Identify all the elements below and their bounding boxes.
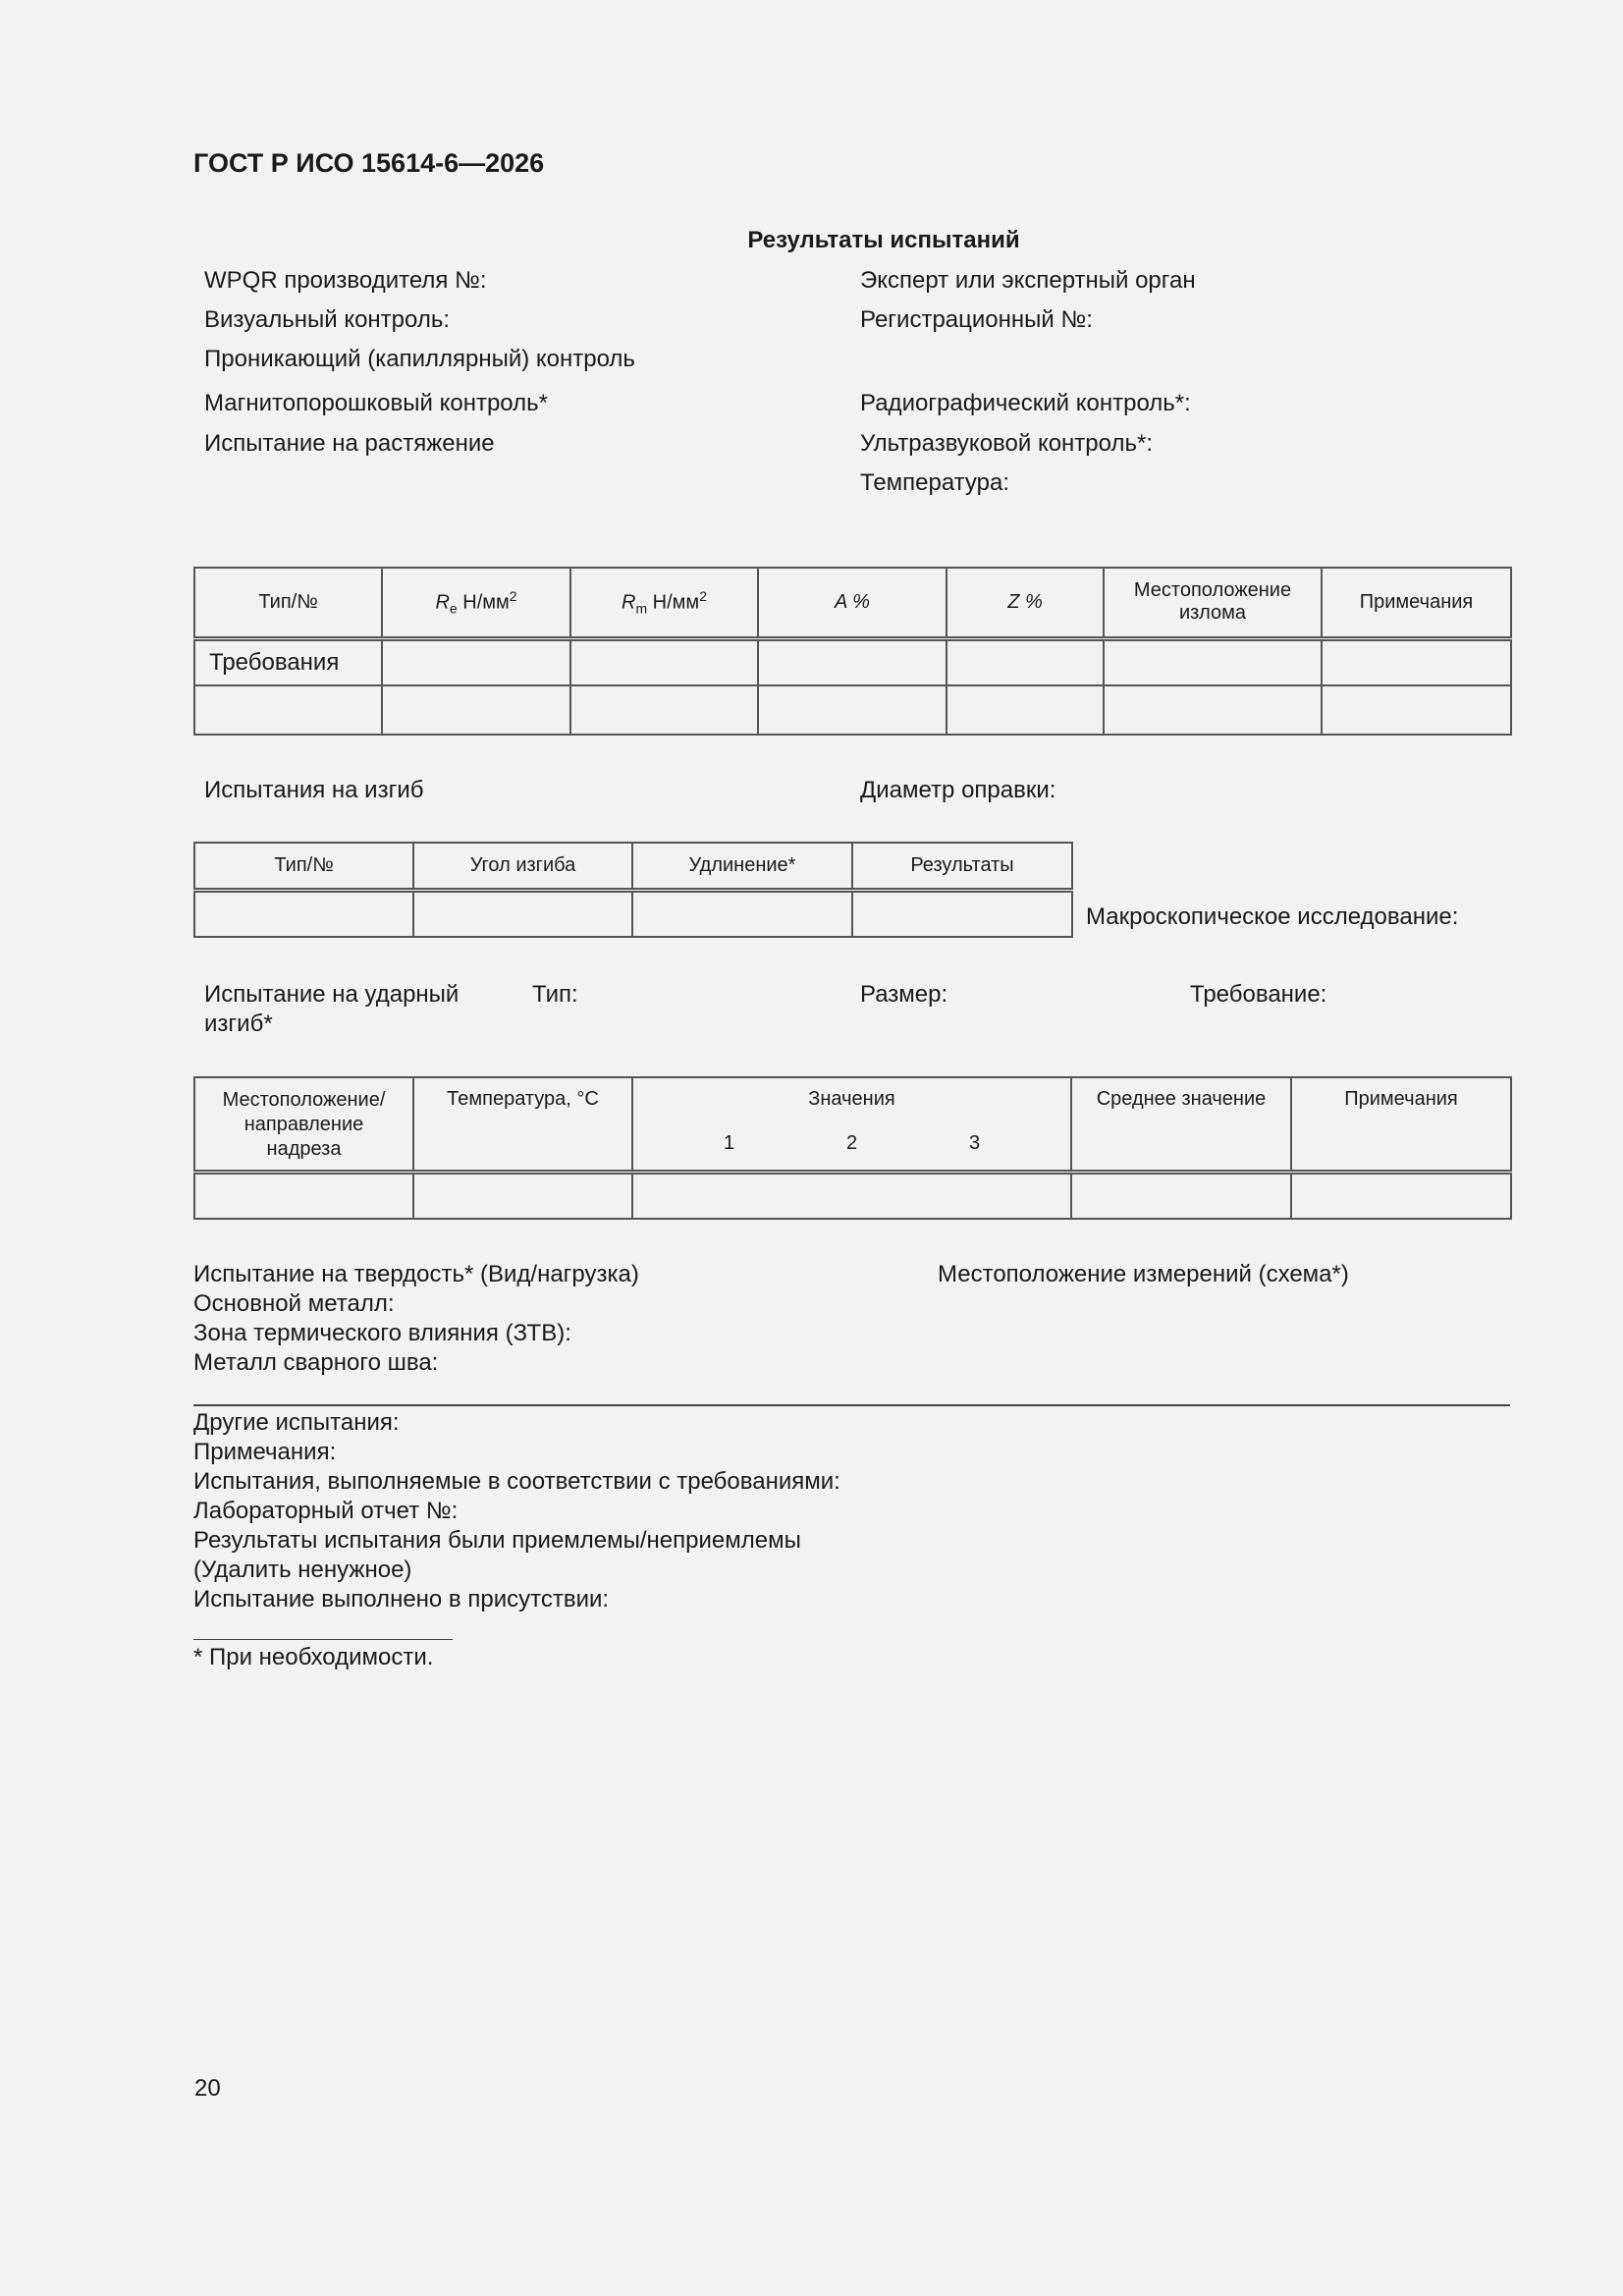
col-notes: Примечания [1322,568,1511,638]
footnote-rule [193,1639,453,1640]
col-notch-location: Местоположение/ направление надреза [194,1077,413,1172]
page-title [0,226,1623,255]
col-re: $R_e$ $Н/мм^2$ [382,568,570,638]
impact-header-row [194,1077,1511,1172]
macro-examination-label: Макроскопическое исследование: [1086,903,1459,930]
standard-header: ГОСТ Р ИСО 15614-6—2026 [193,148,545,178]
impact-requirement-label: Требование: [1190,981,1327,1008]
col-elongation: Удлинение* [632,843,852,890]
bend-test-table [193,842,1073,938]
requirements-cell: Требования [194,638,382,685]
temperature-label: Температура: [860,469,1010,496]
divider [193,1404,1510,1406]
value-1-label: 1 [723,1132,735,1154]
hardness-test-label: Испытание на твердость* (Вид/нагрузка) [193,1261,639,1287]
measurement-location-label: Местоположение измерений (схема*) [938,1261,1349,1287]
value-2-label: 2 [845,1132,858,1154]
col-bend-angle: Угол изгиба [413,843,632,890]
footnote: * При необходимости. [193,1644,434,1670]
table-row [194,1172,1511,1219]
tensile-test-label: Испытание на растяжение [204,430,495,457]
impact-size-label: Размер: [860,981,948,1008]
tensile-test-table [193,567,1512,736]
delete-unneeded-label: (Удалить ненужное) [193,1557,412,1583]
col-fracture: Местоположение излома [1104,568,1322,638]
col-z: Z % [947,568,1104,638]
table-row [194,638,1511,685]
col-values: Значения 1 2 3 [632,1077,1071,1172]
wpqr-label: WPQR производителя №: [204,267,487,294]
ultrasonic-label: Ультразвуковой контроль*: [860,430,1153,457]
col-a: A % [758,568,947,638]
visual-inspection-label: Визуальный контроль: [204,306,451,333]
tensile-header-row [194,568,1511,638]
col-notes: Примечания [1291,1077,1511,1172]
bend-test-label: Испытания на изгиб [204,777,424,803]
col-rm: $R_m$ $Н/мм^2$ [570,568,758,638]
page-title-text: Результаты испытаний [747,227,1020,253]
col-type: Тип/№ [194,568,382,638]
impact-test-label: Испытание на ударный изгиб* [204,981,460,1037]
remarks-label: Примечания: [193,1439,337,1465]
table-row [194,890,1072,937]
page-number: 20 [194,2075,221,2102]
lab-report-label: Лабораторный отчет №: [193,1498,459,1524]
witnessed-by-label: Испытание выполнено в присутствии: [193,1586,610,1613]
radiographic-label: Радиографический контроль*: [860,390,1191,416]
tests-per-requirements-label: Испытания, выполняемые в соответствии с требованиями: [193,1468,840,1495]
magnetic-inspection-label: Магнитопорошковый контроль* [204,390,548,416]
col-temperature: Температура, °С [413,1077,632,1172]
penetrant-inspection-label: Проникающий (капиллярный) контроль [204,346,635,372]
other-tests-label: Другие испытания: [193,1409,400,1436]
registration-label: Регистрационный №: [860,306,1093,333]
col-average: Среднее значение [1071,1077,1291,1172]
bend-header-row [194,843,1072,890]
results-acceptable-label: Результаты испытания были приемлемы/неприемлемы [193,1527,801,1554]
examiner-label: Эксперт или экспертный орган [860,267,1196,294]
impact-type-label: Тип: [532,981,578,1008]
table-row [194,685,1511,735]
col-type: Тип/№ [194,843,413,890]
base-metal-label: Основной металл: [193,1290,395,1317]
weld-metal-label: Металл сварного шва: [193,1349,439,1376]
col-results: Результаты [852,843,1072,890]
impact-test-table [193,1076,1512,1220]
value-3-label: 3 [968,1132,981,1154]
mandrel-diameter-label: Диаметр оправки: [860,777,1056,803]
haz-label: Зона термического влияния (ЗТВ): [193,1320,571,1346]
